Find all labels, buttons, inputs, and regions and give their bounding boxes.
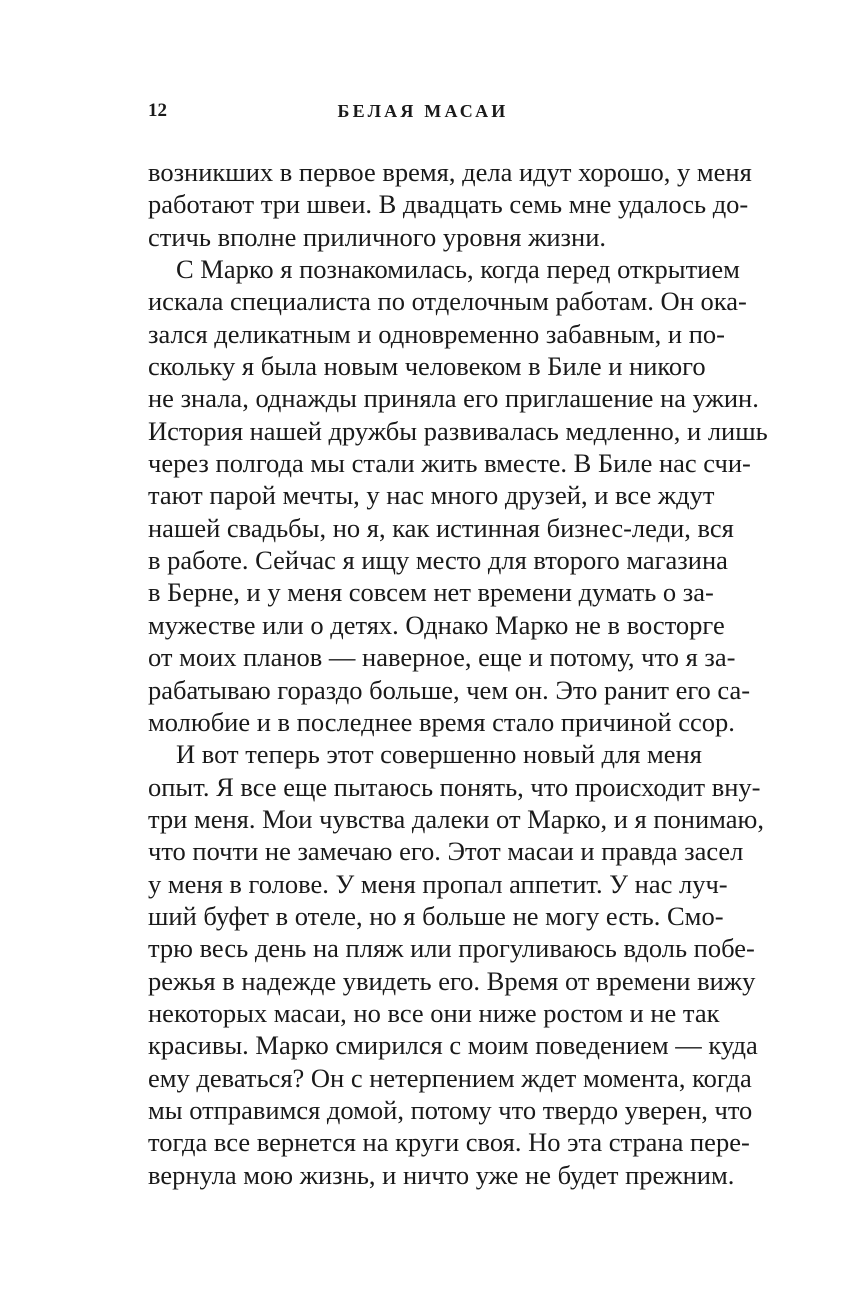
paragraph <box>148 738 764 1191</box>
text-line: опыт. Я все еще пытаюсь понять, что происходит вну- <box>148 771 761 802</box>
text-line: стичь вполне приличного уровня жизни. <box>148 221 607 252</box>
text-line: нашей свадьбы, но я, как истинная бизнес-леди, вся <box>148 512 734 543</box>
text-line: рабатываю гораздо больше, чем он. Это ранит его са- <box>148 674 751 705</box>
running-head <box>148 96 698 126</box>
text-line: у меня в голове. У меня пропал аппетит. У нас луч- <box>148 868 728 899</box>
text-line: мы отправимся домой, потому что твердо уверен, что <box>148 1094 753 1125</box>
text-line: не знала, однажды приняла его приглашение на ужин. <box>148 383 759 414</box>
text-line: История нашей дружбы развивалась медленно, и лишь <box>148 415 768 446</box>
text-line: работают три швеи. В двадцать семь мне удалось до- <box>148 189 749 220</box>
text-line: в Берне, и у меня совсем нет времени думать о за- <box>148 577 714 608</box>
text-line: зался деликатным и одновременно забавным, и по- <box>148 318 725 349</box>
text-line: ему деваться? Он с нетерпением ждет момента, когда <box>148 1062 752 1093</box>
text-line: скольку я была новым человеком в Биле и никого <box>148 351 706 382</box>
text-line: тогда все вернется на круги своя. Но эта страна пере- <box>148 1127 750 1158</box>
text-line: И вот теперь этот совершенно новый для меня <box>176 739 702 770</box>
body-text <box>148 156 768 1191</box>
text-line: некоторых масаи, но все они ниже ростом и не так <box>148 997 720 1028</box>
text-line: вернула мою жизнь, и ничто уже не будет прежним. <box>148 1159 735 1190</box>
text-line: три меня. Мои чувства далеки от Марко, и я понимаю, <box>148 803 764 834</box>
text-line: от моих планов — наверное, еще и потому, что я за- <box>148 642 736 673</box>
text-line: трю весь день на пляж или прогуливаюсь вдоль побе- <box>148 933 755 964</box>
text-line: искала специалиста по отделочным работам. Он ока- <box>148 286 747 317</box>
paragraph <box>148 253 768 738</box>
paragraph <box>148 156 752 253</box>
text-line: С Марко я познакомилась, когда перед открытием <box>176 254 740 285</box>
text-line: режья в надежде увидеть его. Время от времени вижу <box>148 965 756 996</box>
text-line: ший буфет в отеле, но я больше не могу есть. Смо- <box>148 900 724 931</box>
text-line: мужестве или о детях. Однако Марко не в восторге <box>148 609 725 640</box>
text-line: в работе. Сейчас я ищу место для второго магазина <box>148 545 728 576</box>
running-title: БЕЛАЯ МАСАИ <box>337 101 509 121</box>
page-number: 12 <box>148 100 167 121</box>
text-line: что почти не замечаю его. Этот масаи и правда засел <box>148 836 744 867</box>
text-line: возникших в первое время, дела идут хорошо, у меня <box>148 157 752 187</box>
text-line: молюбие и в последнее время стало причиной ссор. <box>148 706 735 737</box>
text-line: тают парой мечты, у нас много друзей, и все ждут <box>148 480 715 511</box>
text-line: красивы. Марко смирился с моим поведением — куда <box>148 1030 758 1061</box>
text-line: через полгода мы стали жить вместе. В Биле нас счи- <box>148 448 751 479</box>
